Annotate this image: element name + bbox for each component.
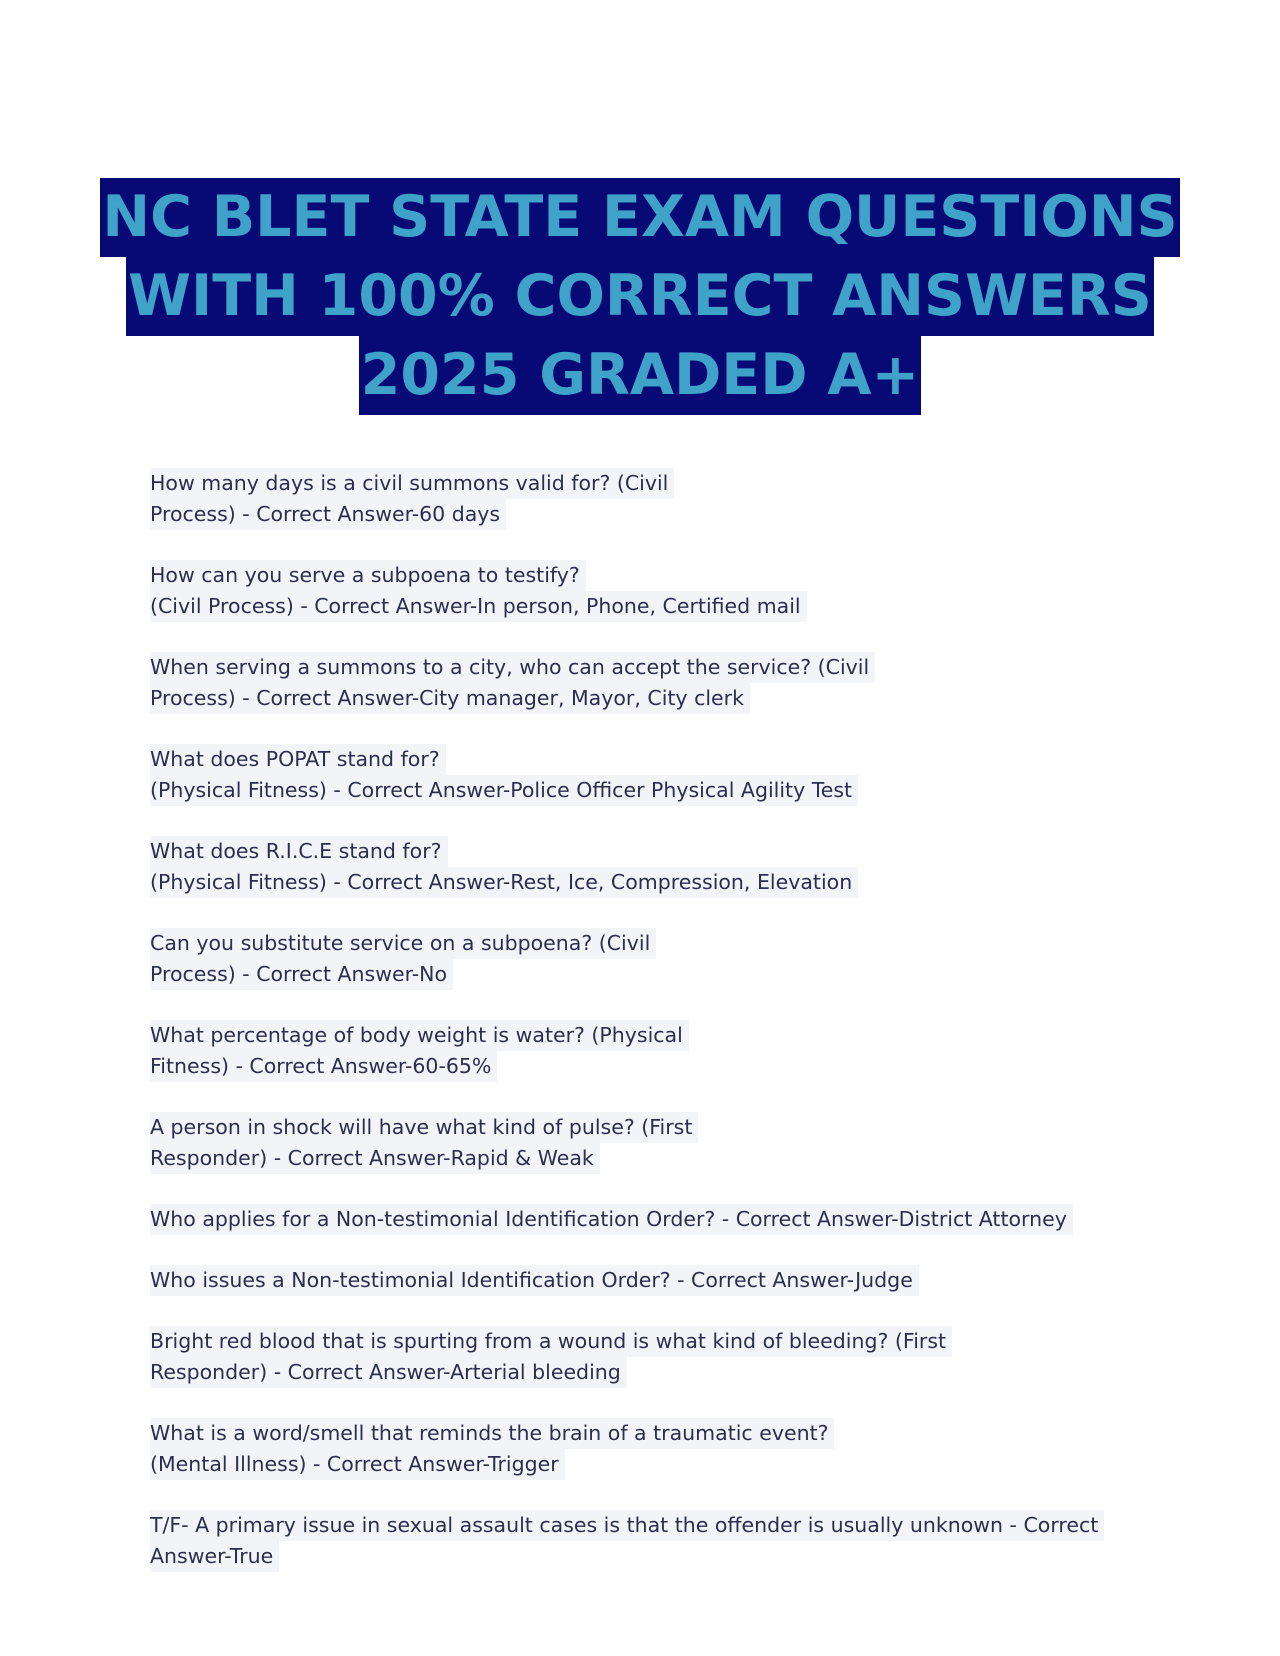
qa-item bbox=[150, 1326, 1150, 1388]
title-line-1: NC BLET STATE EXAM QUESTIONS bbox=[100, 178, 1179, 257]
title-line-3: 2025 GRADED A+ bbox=[359, 336, 922, 415]
qa-line: T/F- A primary issue in sexual assault cases is that the offender is usually unknown - Correct bbox=[150, 1510, 1104, 1541]
qa-item bbox=[150, 836, 1150, 898]
qa-item bbox=[150, 1204, 1150, 1235]
qa-item bbox=[150, 560, 1150, 622]
qa-line: (Physical Fitness) - Correct Answer-Police Officer Physical Agility Test bbox=[150, 775, 858, 806]
qa-line: Can you substitute service on a subpoena? (Civil bbox=[150, 928, 656, 959]
qa-item bbox=[150, 1112, 1150, 1174]
qa-line: How many days is a civil summons valid for? (Civil bbox=[150, 468, 674, 499]
qa-item bbox=[150, 468, 1150, 530]
qa-line: A person in shock will have what kind of pulse? (First bbox=[150, 1112, 698, 1143]
title-line-2: WITH 100% CORRECT ANSWERS bbox=[126, 257, 1154, 336]
qa-line: When serving a summons to a city, who can accept the service? (Civil bbox=[150, 652, 875, 683]
qa-line: What is a word/smell that reminds the brain of a traumatic event? bbox=[150, 1418, 834, 1449]
qa-item bbox=[150, 1020, 1150, 1082]
qa-line: Who applies for a Non-testimonial Identification Order? - Correct Answer-District Attorney bbox=[150, 1204, 1073, 1235]
qa-line: (Civil Process) - Correct Answer-In person, Phone, Certified mail bbox=[150, 591, 807, 622]
qa-line: Who issues a Non-testimonial Identification Order? - Correct Answer-Judge bbox=[150, 1265, 919, 1296]
qa-line: (Physical Fitness) - Correct Answer-Rest, Ice, Compression, Elevation bbox=[150, 867, 858, 898]
qa-line: How can you serve a subpoena to testify? bbox=[150, 560, 586, 591]
qa-list bbox=[150, 468, 1150, 1572]
qa-item bbox=[150, 1510, 1150, 1572]
qa-line: (Mental Illness) - Correct Answer-Trigger bbox=[150, 1449, 565, 1480]
qa-line: Process) - Correct Answer-City manager, Mayor, City clerk bbox=[150, 683, 750, 714]
qa-item bbox=[150, 1418, 1150, 1480]
qa-line: Bright red blood that is spurting from a wound is what kind of bleeding? (First bbox=[150, 1326, 952, 1357]
qa-line: Answer-True bbox=[150, 1541, 279, 1572]
qa-item bbox=[150, 744, 1150, 806]
qa-line: What does POPAT stand for? bbox=[150, 744, 446, 775]
qa-line: What does R.I.C.E stand for? bbox=[150, 836, 448, 867]
qa-line: Process) - Correct Answer-No bbox=[150, 959, 453, 990]
qa-item bbox=[150, 1265, 1150, 1296]
qa-line: What percentage of body weight is water? (Physical bbox=[150, 1020, 689, 1051]
qa-item bbox=[150, 652, 1150, 714]
qa-line: Fitness) - Correct Answer-60-65% bbox=[150, 1051, 497, 1082]
qa-line: Responder) - Correct Answer-Rapid & Weak bbox=[150, 1143, 600, 1174]
qa-line: Process) - Correct Answer-60 days bbox=[150, 499, 506, 530]
document-title bbox=[0, 178, 1280, 415]
qa-line: Responder) - Correct Answer-Arterial bleeding bbox=[150, 1357, 627, 1388]
qa-item bbox=[150, 928, 1150, 990]
